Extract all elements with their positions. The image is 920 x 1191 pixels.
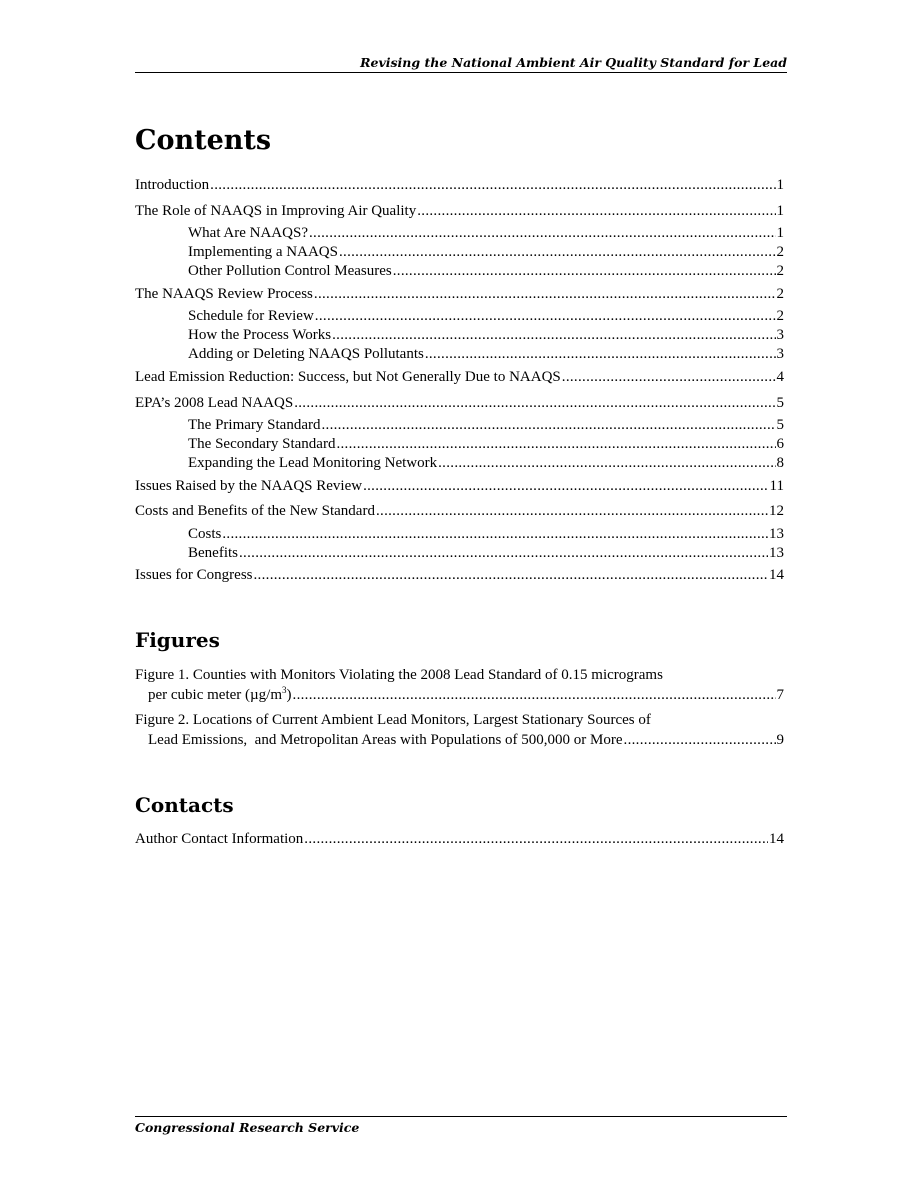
figures-title: Figures	[135, 628, 220, 652]
toc-entry-text: Issues Raised by the NAAQS Review	[135, 478, 363, 494]
toc-page-number: 1	[776, 225, 784, 241]
toc-entry-text: The Primary Standard	[188, 417, 321, 433]
toc-entry-lead-emission-reduction[interactable]	[135, 368, 784, 387]
figure-1-entry[interactable]	[148, 686, 784, 705]
running-footer: Congressional Research Service	[135, 1120, 360, 1135]
figure-2-entry[interactable]	[148, 731, 784, 750]
toc-page-number: 3	[776, 327, 784, 343]
toc-page-number: 3	[776, 346, 784, 362]
toc-page-number: 12	[769, 503, 784, 519]
toc-entry-text: Other Pollution Control Measures	[188, 263, 392, 279]
toc-entry-issues-raised[interactable]	[135, 477, 784, 496]
toc-entry-benefits[interactable]	[188, 544, 784, 563]
running-header: Revising the National Ambient Air Quality Standard for Lead	[360, 55, 787, 70]
toc-page-number: 1	[776, 177, 784, 193]
toc-entry-text: Benefits	[188, 545, 238, 561]
contents-title: Contents	[135, 125, 272, 156]
toc-entry-text: Lead Emission Reduction: Success, but Not Generally Due to NAAQS	[135, 369, 561, 385]
toc-entry-schedule-for-review[interactable]	[188, 307, 784, 326]
toc-entry-introduction[interactable]	[135, 176, 784, 195]
toc-entry-primary-standard[interactable]	[188, 416, 784, 435]
toc-entry-costs[interactable]	[188, 525, 784, 544]
toc-entry-text: Costs	[188, 526, 222, 542]
toc-page-number: 4	[776, 369, 784, 385]
toc-page-number: 2	[776, 244, 784, 260]
toc-page-number: 2	[776, 308, 784, 324]
toc-entry-secondary-standard[interactable]	[188, 435, 784, 454]
toc-entry-text: What Are NAAQS?	[188, 225, 308, 241]
toc-page-number: 6	[776, 436, 784, 452]
toc-page-number: 14	[769, 567, 784, 583]
toc-entry-text: Implementing a NAAQS	[188, 244, 338, 260]
toc-page-number: 1	[776, 203, 784, 219]
toc-page-number: 14	[769, 831, 784, 847]
toc-entry-text: Introduction	[135, 177, 210, 193]
figure-1-caption-line1[interactable]: Figure 1. Counties with Monitors Violating the 2008 Lead Standard of 0.15 micrograms	[135, 667, 663, 683]
toc-page-number: 8	[776, 455, 784, 471]
toc-entry-text: Issues for Congress	[135, 567, 253, 583]
toc-entry-text: The Role of NAAQS in Improving Air Quality	[135, 203, 417, 219]
toc-page-number: 11	[769, 478, 784, 494]
toc-entry-author-contact[interactable]	[135, 830, 784, 849]
toc-page-number: 2	[776, 263, 784, 279]
toc-entry-role-of-naaqs[interactable]	[135, 202, 784, 221]
toc-entry-epa-2008-lead-naaqs[interactable]	[135, 394, 784, 413]
toc-entry-text: Adding or Deleting NAAQS Pollutants	[188, 346, 424, 362]
toc-entry-other-pollution-control[interactable]	[188, 262, 784, 281]
toc-entry-how-process-works[interactable]	[188, 326, 784, 345]
toc-entry-expanding-monitoring-network[interactable]	[188, 454, 784, 473]
toc-page-number: 5	[776, 395, 784, 411]
toc-page-number: 2	[776, 286, 784, 302]
footer-rule	[135, 1116, 787, 1117]
toc-page-number: 13	[769, 526, 784, 542]
toc-entry-text: The NAAQS Review Process	[135, 286, 313, 302]
figure-2-caption-line2: Lead Emissions, and Metropolitan Areas with Populations of 500,000 or More	[148, 732, 623, 748]
toc-entry-what-are-naaqs[interactable]	[188, 224, 784, 243]
toc-entry-text: Schedule for Review	[188, 308, 314, 324]
figure-2-caption-line1[interactable]: Figure 2. Locations of Current Ambient Lead Monitors, Largest Stationary Sources of	[135, 712, 651, 728]
toc-entry-adding-deleting-pollutants[interactable]	[188, 345, 784, 364]
toc-entry-issues-for-congress[interactable]	[135, 566, 784, 585]
toc-page-number: 13	[769, 545, 784, 561]
header-rule	[135, 72, 787, 73]
contacts-title: Contacts	[135, 793, 234, 817]
toc-entry-text: Expanding the Lead Monitoring Network	[188, 455, 438, 471]
toc-entry-text: How the Process Works	[188, 327, 332, 343]
toc-entry-text: Author Contact Information	[135, 831, 304, 847]
toc-page-number: 9	[776, 732, 784, 748]
toc-page-number: 7	[776, 687, 784, 703]
toc-page-number: 5	[776, 417, 784, 433]
toc-entry-text: Costs and Benefits of the New Standard	[135, 503, 375, 519]
toc-entry-naaqs-review-process[interactable]	[135, 285, 784, 304]
toc-entry-costs-and-benefits[interactable]	[135, 502, 784, 521]
toc-entry-implementing-naaqs[interactable]	[188, 243, 784, 262]
figure-1-caption-line2: per cubic meter $(\mu g/m^3)$	[148, 685, 292, 703]
toc-entry-text: The Secondary Standard	[188, 436, 336, 452]
toc-entry-text: EPA’s 2008 Lead NAAQS	[135, 395, 294, 411]
